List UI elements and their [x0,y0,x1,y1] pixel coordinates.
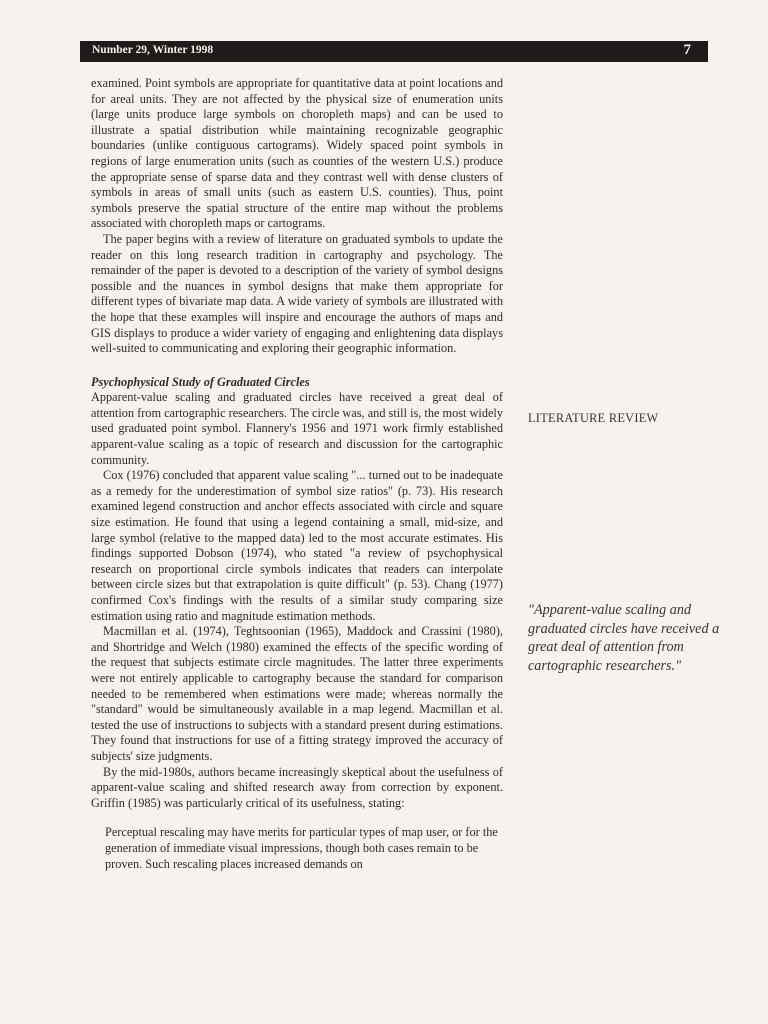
body-paragraph: The paper begins with a review of literature on graduated symbols to update the reader on this long research tradition in cartography and psychology. The remainder of the paper is devoted to a description of the variety of symbol designs possible and the nuances in symbol designs that make them appropriate for different types of bivariate map data. A wide variety of symbols are illustrated with the hope that these examples will inspire and encourage the authors of maps and GIS displays to produce a wider variety of engaging and enlightening data displays well-suited to communicating and exploring their geographic information. [91,231,503,356]
page-number: 7 [683,42,691,58]
section-subheading: Psychophysical Study of Graduated Circles [91,374,310,389]
block-quote: Perceptual rescaling may have merits for particular types of map user, or for the generation of immediate visual impressions, though both cases remain to be proven. Such rescaling places increased demands on [105,825,498,871]
body-paragraph: Cox (1976) concluded that apparent value scaling "... turned out to be inadequate as a remedy for the underestimation of symbol size ratios" (p. 73). His research examined legend construction and anchor effects associated with circle and square size estimation. He found that using a legend containing a small, mid-size, and large symbol (relative to the mapped data) led to the most accurate estimates. His findings supported Dobson (1974), who stated "a review of psychophysical research on proportional circle symbols indicates that readers can interpolate between circle sizes but that extrapolation is quite difficult" (p. 53). Chang (1977) confirmed Cox's findings with the results of a similar study comparing size estimation using ratio and magnitude estimation methods. [91,468,503,623]
running-header [80,41,708,62]
issue-label: Number 29, Winter 1998 [92,44,214,56]
pull-quote: "Apparent-value scaling and graduated circles have received a great deal of attention from cartographic researchers." [528,602,720,674]
main-text-column [91,76,503,872]
body-paragraph: Apparent-value scaling and graduated circles have received a great deal of attention from cartographic researchers. The circle was, and still is, the most widely used graduated point symbol. Flannery's 1956 and 1971 work firmly established apparent-value scaling as a topic of research and discussion for the cartographic community. [91,390,503,467]
body-paragraph: Macmillan et al. (1974), Teghtsoonian (1965), Maddock and Crassini (1980), and Shortridge and Welch (1980) examined the effects of the specific wording of the request that subjects estimate circle magnitudes. The latter three experiments were not entirely applicable to cartography because the standard for comparison needed to be remembered when estimations were made; whereas normally the "standard" would be simultaneously available in a map legend. Macmillan et al. tested the use of instructions to subjects with a standard present during estimations. They found that instructions for use of a fitting strategy improved the accuracy of subjects' size judgments. [91,624,503,763]
body-paragraph: examined. Point symbols are appropriate for quantitative data at point locations and for areal units. They are not affected by the physical size of enumeration units (large units produce large symbols on choropleth maps) and can be used to illustrate a spatial distribution while maintaining recognizable geographic boundaries (unlike contiguous cartograms). Widely spaced point symbols in regions of large enumeration units (such as counties of the western U.S.) produce the appropriate sense of sparse data and they contrast well with dense clusters of symbols in areas of small units (such as eastern U.S. counties). Thus, point symbols preserve the spatial structure of the entire map without the problems associated with choropleth maps or cartograms. [91,76,503,231]
section-heading-literature-review: LITERATURE REVIEW [528,411,659,425]
body-paragraph: By the mid-1980s, authors became increasingly skeptical about the usefulness of apparent-value scaling and shifted research away from correction by exponent. Griffin (1985) was particularly critical of its usefulness, stating: [91,764,503,810]
